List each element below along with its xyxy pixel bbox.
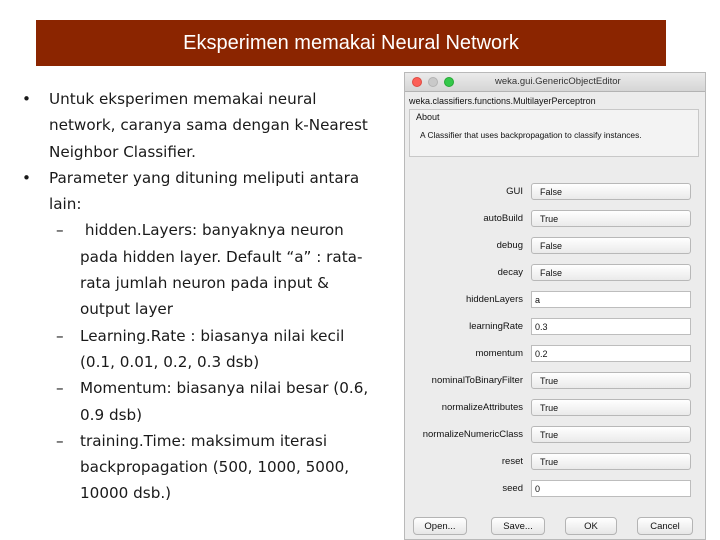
zoom-icon[interactable]: [444, 77, 454, 87]
param-label: GUI: [506, 186, 523, 197]
weka-editor-window: [404, 72, 706, 540]
about-text: A Classifier that uses backpropagation to classify instances.: [420, 130, 642, 140]
subbullet-line: output layer: [80, 300, 174, 319]
close-icon[interactable]: [412, 77, 422, 87]
bullet-line: Neighbor Classifier.: [49, 142, 196, 161]
subbullet-line: 10000 dsb.): [80, 484, 172, 503]
param-label: reset: [501, 456, 523, 467]
param-label: normalizeNumericClass: [422, 429, 523, 440]
momentum-input[interactable]: 0.2: [531, 345, 691, 362]
bullet-line: network, caranya sama dengan k-Nearest: [49, 116, 368, 135]
dash-icon: –: [56, 379, 64, 398]
normalizenumericclass-dropdown[interactable]: True: [531, 426, 691, 443]
cancel-button[interactable]: Cancel: [637, 517, 693, 535]
dash-icon: –: [56, 431, 64, 450]
dash-icon: –: [56, 221, 64, 240]
subbullet-line: pada hidden layer. Default “a” : rata-: [80, 247, 363, 266]
param-row-autobuild: [405, 208, 707, 230]
about-panel: [409, 109, 699, 157]
subbullet-item: [22, 375, 394, 428]
param-row-gui: [405, 181, 707, 203]
nominaltobinaryfilter-dropdown[interactable]: True: [531, 372, 691, 389]
window-title: weka.gui.GenericObjectEditor: [495, 76, 621, 87]
param-row-debug: [405, 235, 707, 257]
bullet-dot-icon: •: [22, 168, 31, 187]
subbullet-line: 0.9 dsb): [80, 405, 143, 424]
hiddenlayers-input[interactable]: a: [531, 291, 691, 308]
subbullet-line: hidden.Layers: banyaknya neuron: [80, 221, 344, 240]
seed-input[interactable]: 0: [531, 480, 691, 497]
open-button[interactable]: Open...: [413, 517, 467, 535]
decay-dropdown[interactable]: False: [531, 264, 691, 281]
subbullet-line: Momentum: biasanya nilai besar (0.6,: [80, 379, 369, 398]
bullet-item: [22, 86, 394, 165]
param-label: hiddenLayers: [465, 294, 523, 305]
window-titlebar[interactable]: [405, 73, 705, 92]
param-label: normalizeAttributes: [441, 402, 523, 413]
subbullet-line: Learning.Rate : biasanya nilai kecil: [80, 326, 345, 345]
slide-title: Eksperimen memakai Neural Network: [183, 31, 519, 54]
dash-icon: –: [56, 326, 64, 345]
subbullet-line: backpropagation (500, 1000, 5000,: [80, 458, 350, 477]
bullet-line: lain:: [49, 195, 82, 214]
param-row-learningrate: [405, 316, 707, 338]
param-row-momentum: [405, 343, 707, 365]
subbullet-line: (0.1, 0.01, 0.2, 0.3 dsb): [80, 352, 260, 371]
param-row-decay: [405, 262, 707, 284]
minimize-icon[interactable]: [428, 77, 438, 87]
normalizeattributes-dropdown[interactable]: True: [531, 399, 691, 416]
gui-dropdown[interactable]: False: [531, 183, 691, 200]
reset-dropdown[interactable]: True: [531, 453, 691, 470]
subbullet-item: [22, 323, 394, 376]
learningrate-input[interactable]: 0.3: [531, 318, 691, 335]
param-label: nominalToBinaryFilter: [431, 375, 523, 386]
button-bar: [405, 513, 707, 539]
param-label: decay: [497, 267, 523, 278]
param-label: learningRate: [469, 321, 523, 332]
param-label: momentum: [475, 348, 523, 359]
bullet-dot-icon: •: [22, 90, 31, 108]
param-row-reset: [405, 451, 707, 473]
ok-button[interactable]: OK: [565, 517, 617, 535]
slide-title-bar: [36, 20, 666, 66]
param-label: autoBuild: [483, 213, 523, 224]
bullet-item: [22, 165, 394, 218]
save-button[interactable]: Save...: [491, 517, 545, 535]
param-row-hiddenlayers: [405, 289, 707, 311]
param-row-seed: [405, 478, 707, 500]
debug-dropdown[interactable]: False: [531, 237, 691, 254]
bullet-list: [22, 86, 394, 507]
param-label: debug: [496, 240, 523, 251]
param-label: seed: [502, 483, 523, 494]
subbullet-line: rata jumlah neuron pada input &: [80, 274, 329, 293]
param-row-nominaltobinaryfilter: [405, 370, 707, 392]
bullet-line: Untuk eksperimen memakai neural: [49, 90, 317, 108]
param-row-normalizeattributes: [405, 397, 707, 419]
about-label: About: [416, 112, 440, 122]
subbullet-item: [22, 428, 394, 507]
autobuild-dropdown[interactable]: True: [531, 210, 691, 227]
subbullet-line: training.Time: maksimum iterasi: [80, 431, 328, 450]
subbullet-item: [22, 217, 394, 322]
classifier-name: weka.classifiers.functions.MultilayerPerceptron: [409, 96, 596, 106]
bullet-line: Parameter yang dituning meliputi antara: [49, 168, 360, 187]
param-row-normalizenumericclass: [405, 424, 707, 446]
